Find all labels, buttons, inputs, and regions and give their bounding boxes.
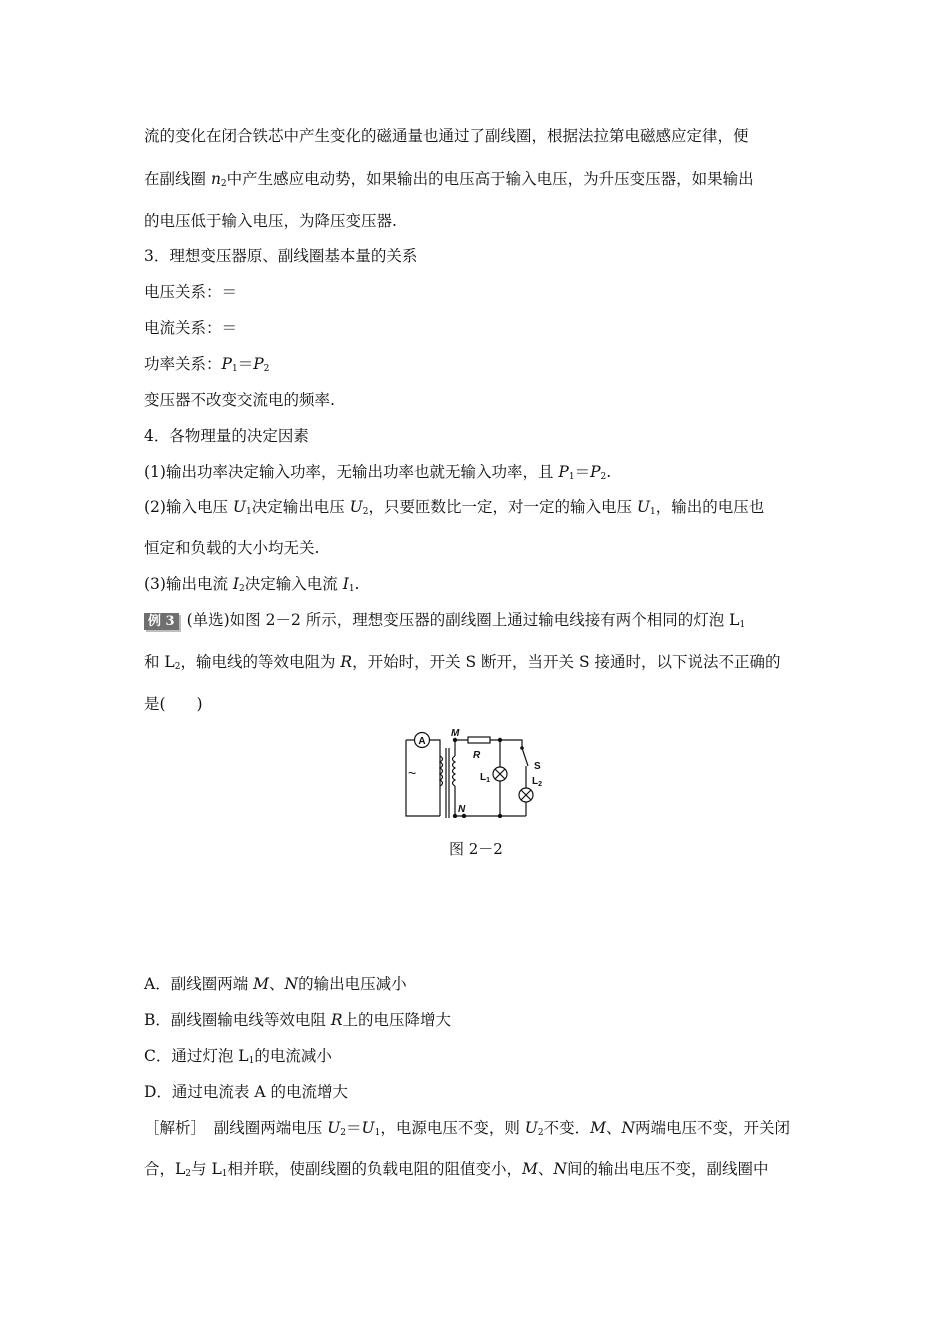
list-item: (1)输出功率决定输入功率，无输出功率也就无输入功率，且 $P_1=P_2$.	[144, 463, 612, 482]
example-question: 和 $L_2$，输电线的等效电阻为 R，开始时，开关 S 断开，当开关 S 接通时，以下说法不正确的	[144, 653, 781, 672]
svg-text:A: A	[418, 736, 426, 747]
option-c: C．通过灯泡 $L_1$的电流减小	[144, 1047, 332, 1066]
example-question: 是( )	[144, 695, 203, 713]
label-l2: $L_2$	[532, 776, 543, 788]
node-n	[453, 814, 456, 817]
output-wire	[490, 740, 522, 748]
secondary-wire	[455, 740, 468, 756]
secondary-coil	[453, 756, 456, 786]
example-question: 例 3 (单选)如图 2－2 所示，理想变压器的副线圈上通过输电线接有两个相同的灯泡 $L_1$	[144, 610, 745, 630]
current-relation: 电流关系：＝	[144, 319, 238, 337]
option-a: A．副线圈两端 M、N的输出电压减小	[144, 975, 407, 993]
section-heading: 4．各物理量的决定因素	[144, 427, 309, 445]
ac-source-icon: ~	[408, 765, 417, 781]
label-s: S	[534, 761, 541, 772]
paragraph-line: 流的变化在闭合铁芯中产生变化的磁通量也通过了副线圈，根据法拉第电磁感应定律，便	[144, 127, 749, 145]
voltage-relation: 电压关系：＝	[144, 283, 238, 301]
list-item: (2)输入电压 $U_1$决定输出电压 $U_2$，只要匝数比一定，对一定的输入电压 $U_1$，输出的电压也	[144, 498, 765, 517]
option-b: B．副线圈输电线等效电阻 R上的电压降增大	[144, 1011, 452, 1029]
section-heading: 3．理想变压器原、副线圈基本量的关系	[144, 247, 418, 265]
example-badge: 例 3	[144, 613, 179, 630]
list-item-continued: 恒定和负载的大小均无关.	[144, 539, 320, 557]
paragraph-line: 的电压低于输入电压，为降压变压器.	[144, 212, 397, 230]
analysis-line: ［解析］ 副线圈两端电压 $U_2=U_1$，电源电压不变，则 $U_2$不变．M、N两端电压不变，开关闭	[144, 1119, 791, 1138]
power-relation: 功率关系：$P_1=P_2$	[144, 355, 270, 374]
resistor-r	[468, 737, 490, 743]
frequency-note: 变压器不改变交流电的频率.	[144, 391, 335, 409]
primary-wire	[430, 740, 440, 816]
list-item: (3)输出电流 $I_2$决定输入电流 $I_1$.	[144, 575, 360, 594]
label-m: M	[451, 728, 460, 739]
label-l1: $L_1$	[480, 772, 491, 784]
figure-caption: 图 2－2	[449, 840, 503, 858]
transformer-circuit-diagram	[400, 726, 560, 818]
label-n: N	[458, 804, 466, 815]
analysis-line: 合，$L_2$与 $L_1$相并联，使副线圈的负载电阻的阻值变小，M、N间的输出电压不变，副线圈中	[144, 1160, 769, 1179]
paragraph-line: 在副线圈 $n_2$中产生感应电动势，如果输出的电压高于输入电压，为升压变压器，如果输出	[144, 170, 754, 189]
label-r: R	[473, 750, 481, 761]
option-d: D．通过电流表 A 的电流增大	[144, 1083, 348, 1101]
switch-s-icon	[522, 748, 528, 766]
